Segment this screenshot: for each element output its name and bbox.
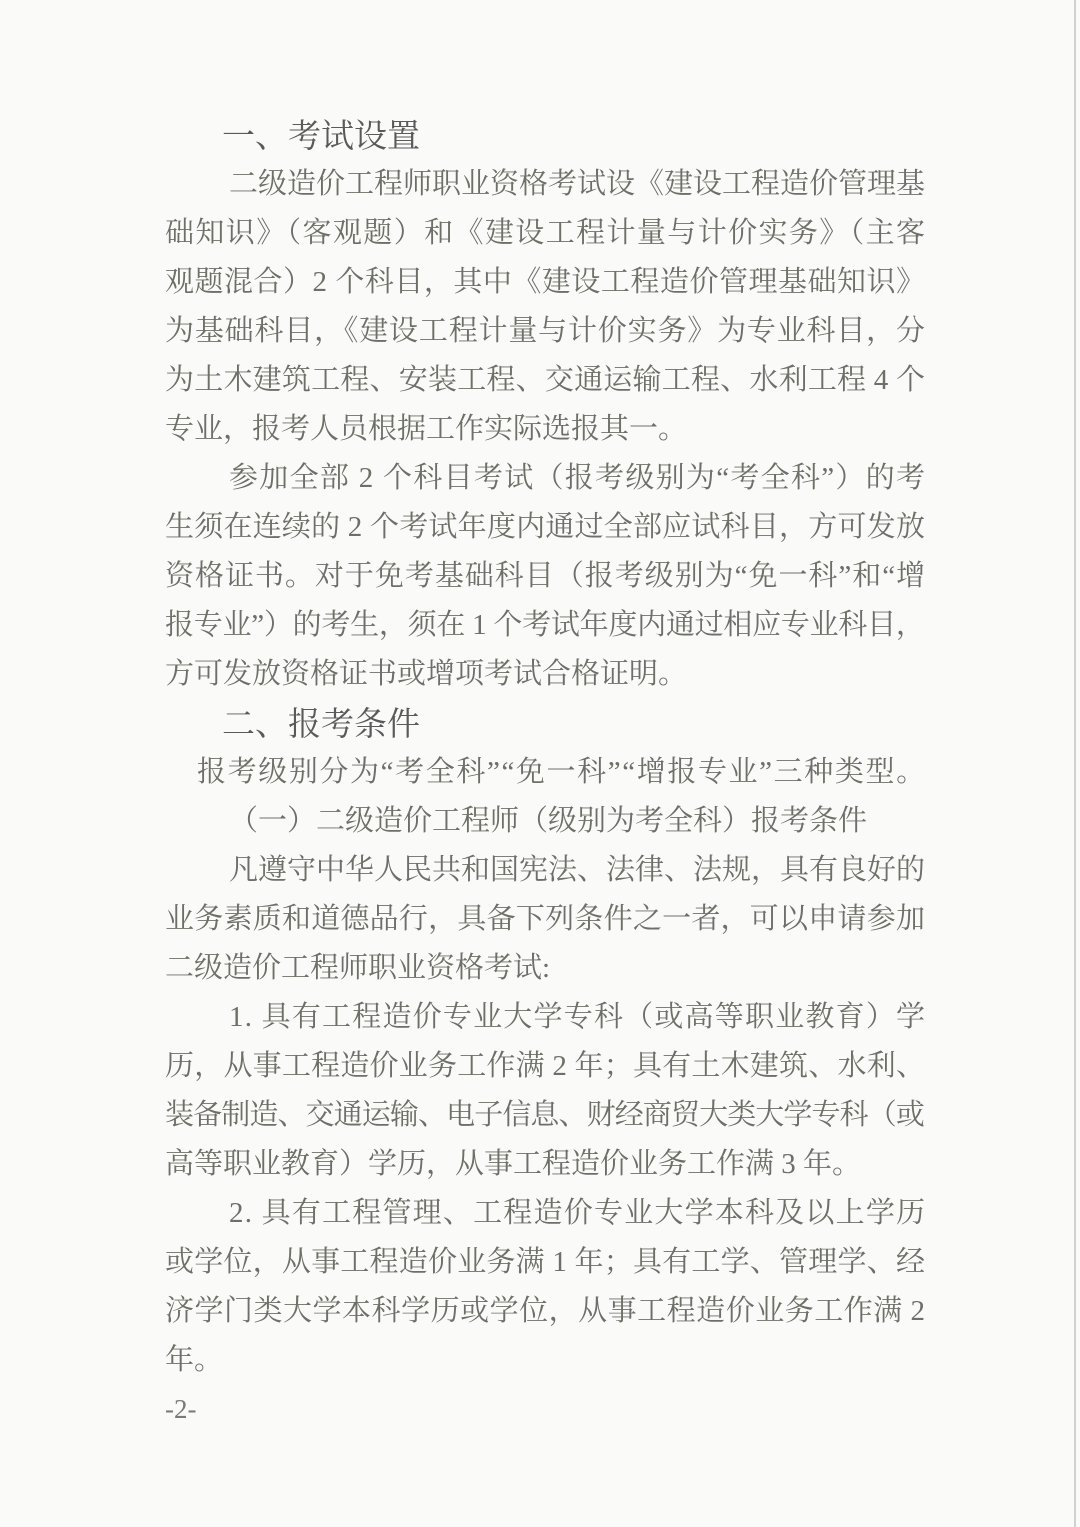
text-line: 二级造价工程师职业资格考试设《建设工程造价管理基 — [229, 168, 926, 200]
text-line: 参加全部 2 个科目考试（报考级别为“考全科”）的考 — [229, 462, 927, 494]
text-line: 报专业”）的考生，须在 1 个考试年度内通过相应专业科目， — [165, 609, 925, 641]
text-line: 年。 — [165, 1344, 224, 1376]
page-edge-shadow — [1074, 0, 1076, 1527]
text-line: 为基础科目，《建设工程计量与计价实务》为专业科目，分 — [165, 315, 926, 347]
text-line: 2. 具有工程管理、工程造价专业大学本科及以上学历 — [229, 1197, 927, 1229]
text-line: 装备制造、交通运输、电子信息、财经商贸大类大学专科（或 — [165, 1099, 924, 1131]
text-line: 高等职业教育）学历，从事工程造价业务工作满 3 年。 — [165, 1148, 862, 1180]
text-line: 济学门类大学本科学历或学位，从事工程造价业务工作满 2 — [165, 1295, 926, 1327]
text-line: 为土木建筑工程、安装工程、交通运输工程、水利工程 4 个 — [165, 364, 926, 396]
section-heading: 一、考试设置 — [222, 117, 420, 154]
text-line: 业务素质和道德品行，具备下列条件之一者，可以申请参加 — [165, 903, 926, 935]
text-line: 方可发放资格证书或增项考试合格证明。 — [165, 658, 688, 690]
text-line: 础知识》（客观题）和《建设工程计量与计价实务》（主客 — [165, 217, 927, 249]
text-line: 资格证书。对于免考基础科目（报考级别为“免一科”和“增 — [165, 560, 927, 592]
text-line: 报考级别分为“考全科”“免一科”“增报专业”三种类型。 — [197, 756, 927, 788]
text-line: 专业，报考人员根据工作实际选报其一。 — [165, 413, 688, 445]
text-line: 观题混合）2 个科目，其中《建设工程造价管理基础知识》 — [165, 266, 926, 298]
text-block — [165, 111, 925, 1434]
subsection-heading: （一）二级造价工程师（级别为考全科）报考条件 — [229, 805, 868, 837]
text-line: 二级造价工程师职业资格考试: — [165, 952, 551, 984]
text-line: 生须在连续的 2 个考试年度内通过全部应试科目，方可发放 — [165, 511, 926, 543]
text-line: 历，从事工程造价业务工作满 2 年；具有土木建筑、水利、 — [165, 1050, 926, 1082]
page-number: -2- — [165, 1394, 197, 1424]
text-line: 1. 具有工程造价专业大学专科（或高等职业教育）学 — [229, 1001, 927, 1033]
text-line: 凡遵守中华人民共和国宪法、法律、法规，具有良好的 — [229, 854, 926, 886]
text-line: 或学位，从事工程造价业务满 1 年；具有工学、管理学、经 — [165, 1246, 926, 1278]
section-heading: 二、报考条件 — [222, 705, 420, 742]
